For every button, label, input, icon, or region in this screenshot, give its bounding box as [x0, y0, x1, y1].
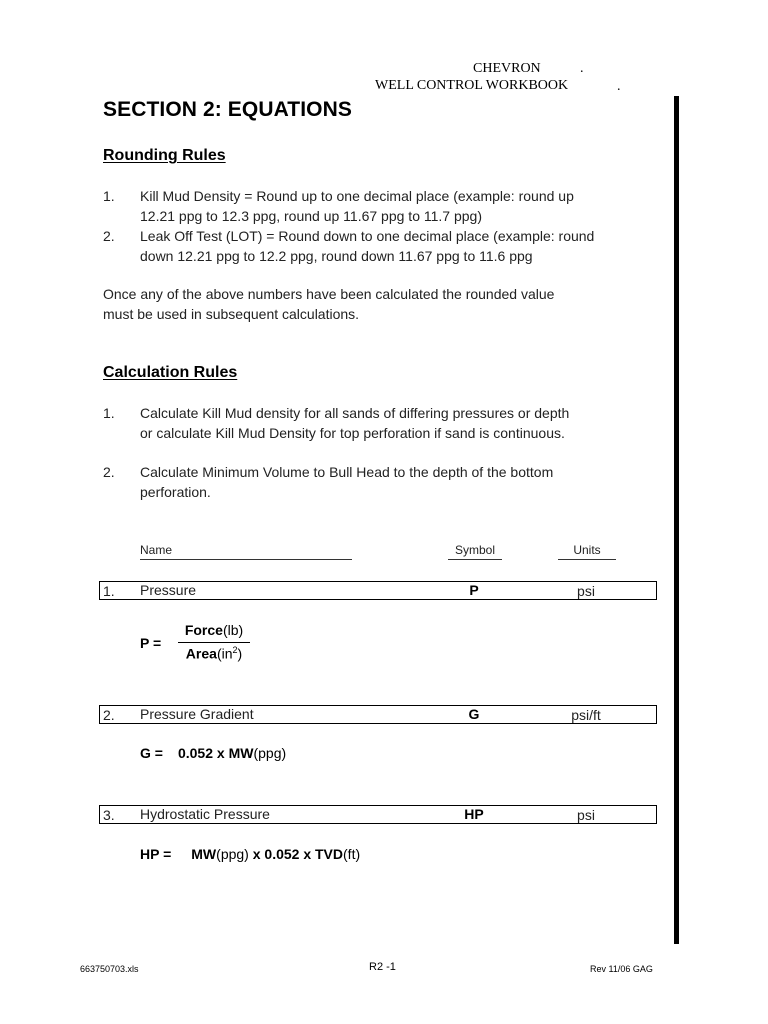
equation-units: psi/ft — [571, 707, 601, 723]
header-workbook: WELL CONTROL WORKBOOK — [375, 78, 569, 93]
footer-revision: Rev 11/06 GAG — [590, 964, 653, 974]
formula-hp: HP = MW(ppg) x 0.052 x TVD(ft) — [140, 846, 361, 862]
rounding-item-2-number: 2. — [103, 228, 115, 244]
formula-p-lhs: P = — [140, 635, 162, 651]
equation-number: 1. — [103, 583, 115, 599]
calc-item-1-number: 1. — [103, 405, 115, 421]
equation-units: psi — [577, 583, 595, 599]
rounding-item-1-number: 1. — [103, 188, 115, 204]
margin-bar — [674, 96, 679, 944]
header-company-dot: . — [580, 61, 584, 76]
rounding-note: Once any of the above numbers have been calculated the rounded value must be used in subsequent calculations. — [103, 286, 555, 322]
equation-number: 2. — [103, 707, 115, 723]
header-workbook-dot: . — [617, 79, 621, 94]
header-company: CHEVRON — [473, 61, 541, 76]
formula-p-numerator: Force(lb) — [184, 622, 244, 638]
equation-symbol: HP — [464, 806, 484, 822]
page-title: SECTION 2: EQUATIONS — [103, 98, 352, 121]
equation-name: Hydrostatic Pressure — [140, 806, 270, 822]
footer-filename: 663750703.xls — [80, 964, 139, 974]
calculation-rules-heading: Calculation Rules — [103, 364, 238, 381]
equation-number: 3. — [103, 807, 115, 823]
formula-p-denominator: $Area(in^2)$ — [185, 645, 243, 662]
calc-item-2: Calculate Minimum Volume to Bull Head to the depth of the bottom perforation. — [140, 464, 554, 500]
equation-name: Pressure — [140, 582, 197, 598]
calc-item-1: Calculate Kill Mud density for all sands of differing pressures or depth or calculate Kill Mud Density for top perforation if sand is continuous. — [140, 405, 570, 441]
column-header-name: Name — [140, 543, 352, 560]
footer-page-number: R2 -1 — [369, 961, 396, 973]
equation-row-hydrostatic-pressure — [99, 805, 657, 824]
rounding-item-1: Kill Mud Density = Round up to one decimal place (example: round up 12.21 ppg to 12.3 ppg, round up 11.67 ppg to 11.7 ppg) — [140, 188, 574, 224]
column-header-units: Units — [558, 543, 616, 560]
equation-row-pressure — [99, 581, 657, 600]
calc-item-2-number: 2. — [103, 464, 115, 480]
column-header-symbol: Symbol — [448, 543, 502, 560]
rounding-item-2: Leak Off Test (LOT) = Round down to one decimal place (example: round down 12.21 ppg to 12.2 ppg, round down 11.67 ppg to 11.6 ppg — [140, 228, 595, 264]
formula-g: G = 0.052 x MW(ppg) — [140, 745, 287, 761]
rounding-rules-heading: Rounding Rules — [103, 147, 226, 164]
equation-units: psi — [577, 807, 595, 823]
equation-symbol: P — [469, 582, 479, 598]
equation-name: Pressure Gradient — [140, 706, 254, 722]
formula-p-fraction-bar — [178, 642, 250, 643]
equation-symbol: G — [468, 706, 480, 722]
equation-row-pressure-gradient — [99, 705, 657, 724]
